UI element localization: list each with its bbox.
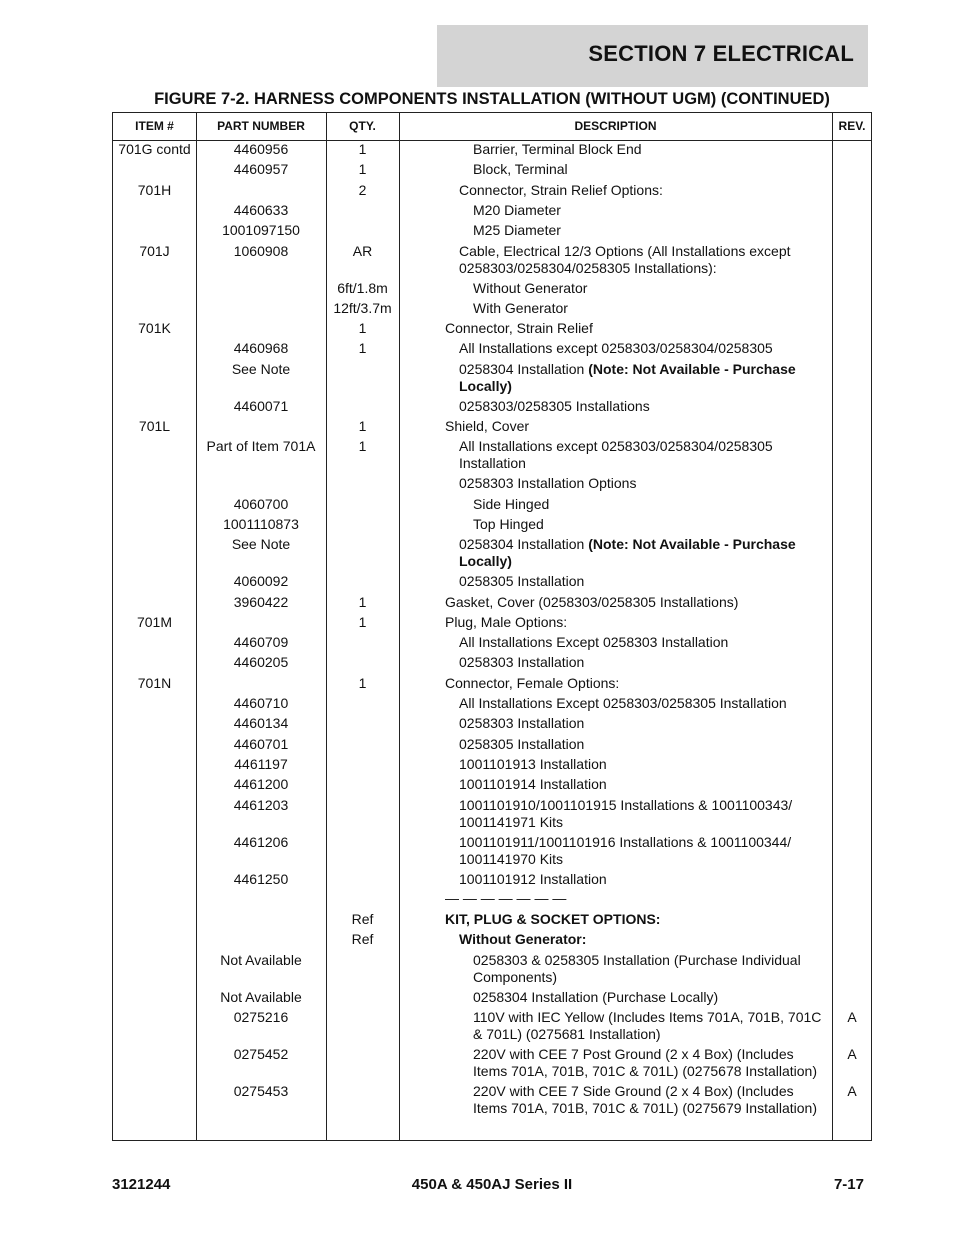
- table-row: [113, 222, 871, 242]
- description-text: Cable, Electrical 12/3 Options (All Installations except 0258303/0258304/0258305 Installations):: [459, 242, 791, 276]
- table-row: [113, 141, 871, 161]
- table-row: [113, 182, 871, 202]
- description-text: Top Hinged: [473, 515, 544, 532]
- quantity: 6ft/1.8m: [337, 279, 388, 296]
- table-row: [113, 797, 871, 834]
- description: [473, 989, 825, 1006]
- part-number: 4461197: [234, 755, 288, 772]
- table-row: [113, 300, 871, 320]
- table-row: [113, 418, 871, 438]
- description: [473, 516, 825, 533]
- description-text: 0258305 Installation: [459, 735, 585, 752]
- part-number: 4461203: [233, 796, 289, 813]
- description-text: 0258304 Installation: [459, 360, 589, 377]
- description: [459, 634, 825, 651]
- quantity: 1: [358, 613, 367, 630]
- description-text: All Installations Except 0258303 Installation: [459, 634, 729, 651]
- description-text: Connector, Female Options:: [445, 674, 620, 691]
- part-number: 4460957: [233, 161, 289, 178]
- quantity: AR: [352, 242, 373, 259]
- table-row: [113, 1009, 871, 1046]
- item-number: 701H: [137, 181, 172, 198]
- description: [473, 202, 825, 219]
- description: [459, 931, 825, 948]
- table-row: [113, 776, 871, 796]
- description: [473, 1009, 825, 1043]
- table-row: [113, 989, 871, 1009]
- description-emphasis: (Note: Not Available - Purchase Locally): [459, 536, 796, 570]
- description: [445, 614, 825, 631]
- item-number: 701K: [138, 320, 171, 337]
- description-text: M20 Diameter: [473, 201, 561, 218]
- description: [459, 871, 825, 888]
- description: [459, 756, 825, 773]
- part-number: 4460205: [233, 654, 289, 671]
- description: [473, 1083, 825, 1117]
- quantity: 1: [358, 438, 367, 455]
- description-text: All Installations except 0258303/0258304/0258305: [459, 340, 773, 357]
- table-row: [113, 161, 871, 181]
- description-emphasis: KIT, PLUG & SOCKET OPTIONS:: [445, 911, 661, 928]
- part-number: See Note: [231, 536, 291, 553]
- description-text: With Generator: [473, 299, 568, 316]
- parts-table: [112, 112, 872, 1141]
- description-text: 0258303/0258305 Installations: [459, 397, 650, 414]
- description: [459, 438, 825, 472]
- part-number: 4460709: [233, 634, 289, 651]
- part-number: 4460701: [233, 735, 289, 752]
- part-number: 4060092: [233, 573, 289, 590]
- description-text: 0258305 Installation: [459, 573, 585, 590]
- description-text: Without Generator: [473, 279, 588, 296]
- description-text: 1001101913 Installation: [459, 755, 607, 772]
- description-text: 0258303 Installation Options: [459, 475, 637, 492]
- description: [459, 340, 825, 357]
- part-number: See Note: [231, 360, 291, 377]
- quantity: 1: [358, 161, 367, 178]
- part-number: 4460134: [233, 715, 289, 732]
- part-number: 0275452: [233, 1046, 289, 1062]
- quantity: 1: [358, 418, 367, 434]
- table-row: [113, 756, 871, 776]
- table-row: [113, 573, 871, 593]
- table-row: [113, 1083, 871, 1120]
- table-row: [113, 475, 871, 495]
- table-row: [113, 614, 871, 634]
- table-row: [113, 496, 871, 516]
- part-number: 1001097150: [222, 222, 300, 239]
- table-row: [113, 280, 871, 300]
- quantity: Ref: [351, 931, 374, 948]
- quantity: 12ft/3.7m: [333, 299, 392, 316]
- table-row: [113, 202, 871, 222]
- description-text: 110V with IEC Yellow (Includes Items 701A, 701B, 701C & 701L) (0275681 Installation): [473, 1009, 822, 1042]
- part-number: 4461250: [233, 870, 289, 887]
- description-text: M25 Diameter: [473, 222, 561, 239]
- description-text: Plug, Male Options:: [445, 613, 568, 630]
- description-emphasis: Without Generator:: [459, 931, 587, 948]
- footer-page-number: 7-17: [833, 1176, 864, 1193]
- part-number: 4461200: [233, 776, 289, 793]
- description-emphasis: (Note: Not Available - Purchase Locally): [459, 360, 796, 394]
- description: [473, 300, 825, 317]
- revision: A: [847, 1046, 857, 1062]
- item-number: 701M: [136, 613, 173, 630]
- part-number: Part of Item 701A: [206, 438, 316, 455]
- description-text: 0258304 Installation: [459, 536, 589, 553]
- description-text: Shield, Cover: [445, 418, 530, 434]
- description: [459, 654, 825, 671]
- part-number: 4460968: [233, 340, 289, 357]
- item-number: 701J: [139, 242, 170, 259]
- description-text: All Installations Except 0258303/0258305 Installation: [459, 695, 787, 711]
- part-number: 3960422: [233, 593, 289, 610]
- part-number: 4461206: [233, 833, 289, 850]
- description: [459, 573, 825, 590]
- footer-doc-number: 3121244: [112, 1176, 171, 1193]
- description: [473, 1046, 825, 1080]
- header-item: ITEM #: [135, 119, 174, 133]
- table-row: [113, 438, 871, 475]
- description: [459, 834, 825, 868]
- description: [445, 320, 825, 337]
- part-number: 4460710: [233, 695, 289, 711]
- header-rev: REV.: [838, 119, 866, 133]
- part-number: 4460633: [233, 201, 289, 218]
- description: [445, 594, 825, 611]
- description: [473, 952, 825, 986]
- table-row: [113, 361, 871, 398]
- description: [459, 536, 825, 570]
- description-text: 220V with CEE 7 Post Ground (2 x 4 Box) (Includes Items 701A, 701B, 701C & 701L) (0275678 Installation): [473, 1046, 817, 1079]
- item-number: 701G contd: [118, 141, 191, 157]
- table-row: [113, 1046, 871, 1083]
- table-row: [113, 536, 871, 573]
- quantity: 1: [358, 674, 367, 691]
- description: [445, 418, 825, 435]
- description: [459, 695, 825, 712]
- table-row: [113, 911, 871, 931]
- description: [445, 675, 825, 692]
- part-number: 4460071: [233, 397, 289, 414]
- table-row: [113, 340, 871, 360]
- section-title: SECTION 7 ELECTRICAL: [588, 41, 854, 66]
- revision: A: [847, 1083, 857, 1099]
- quantity: 2: [358, 181, 367, 198]
- table-row: [113, 654, 871, 674]
- description-text: Barrier, Terminal Block End: [473, 141, 642, 157]
- header-part-number: PART NUMBER: [217, 119, 305, 133]
- description: [459, 475, 825, 492]
- table-row: [113, 516, 871, 536]
- table-row: [113, 891, 871, 911]
- description-text: Connector, Strain Relief: [445, 320, 593, 337]
- quantity: Ref: [351, 911, 374, 928]
- table-row: [113, 675, 871, 695]
- description-text: All Installations except 0258303/0258304/0258305 Installation: [459, 438, 773, 472]
- quantity: 1: [358, 340, 367, 357]
- description: [473, 141, 825, 158]
- table-row: [113, 695, 871, 715]
- description-text: 1001101914 Installation: [459, 776, 607, 793]
- description: [459, 361, 825, 395]
- quantity: 1: [358, 593, 367, 610]
- description-text: 1001101910/1001101915 Installations & 1001100343/ 1001141971 Kits: [459, 796, 793, 830]
- description-text: — — — — — — —: [445, 889, 567, 906]
- table-row: [113, 871, 871, 891]
- quantity: 1: [358, 320, 367, 337]
- table-row: [113, 952, 871, 989]
- table-row: [113, 931, 871, 951]
- header-description: DESCRIPTION: [574, 119, 657, 133]
- description-text: Side Hinged: [473, 495, 550, 512]
- description: [473, 222, 825, 239]
- part-number: 1001110873: [223, 515, 299, 532]
- revision: A: [847, 1009, 857, 1025]
- table-row: [113, 834, 871, 871]
- description-text: Connector, Strain Relief Options:: [459, 181, 663, 198]
- description-text: 220V with CEE 7 Side Ground (2 x 4 Box) (Includes Items 701A, 701B, 701C & 701L) (0275679 Installation): [473, 1083, 817, 1116]
- description: [459, 715, 825, 732]
- table-row: [113, 320, 871, 340]
- part-number: 1060908: [233, 242, 289, 259]
- description: [459, 243, 825, 277]
- description-text: Block, Terminal: [473, 161, 568, 178]
- table-row: [113, 634, 871, 654]
- description-text: Gasket, Cover (0258303/0258305 Installations): [445, 593, 739, 610]
- table-row: [113, 736, 871, 756]
- section-header: [437, 25, 868, 87]
- quantity: 1: [358, 141, 367, 157]
- item-number: 701L: [138, 418, 171, 434]
- description: [459, 398, 825, 415]
- item-number: 701N: [137, 674, 172, 691]
- table-row: [113, 243, 871, 280]
- table-row: [113, 715, 871, 735]
- part-number: Not Available: [220, 988, 302, 1005]
- description-text: 0258303 Installation: [459, 715, 585, 732]
- description-text: 1001101911/1001101916 Installations & 1001100344/ 1001141970 Kits: [459, 833, 792, 867]
- description: [473, 280, 825, 297]
- part-number: 0275453: [233, 1083, 289, 1099]
- description: [445, 891, 825, 905]
- description: [445, 911, 825, 928]
- description: [459, 736, 825, 753]
- description-text: 0258304 Installation (Purchase Locally): [473, 988, 719, 1005]
- description: [473, 496, 825, 513]
- footer-model: 450A & 450AJ Series II: [411, 1176, 573, 1193]
- header-qty: QTY.: [349, 119, 376, 133]
- figure-title: FIGURE 7-2. HARNESS COMPONENTS INSTALLATION (WITHOUT UGM) (CONTINUED): [154, 90, 830, 108]
- table-row: [113, 398, 871, 418]
- part-number: 4060700: [233, 495, 289, 512]
- description-text: 0258303 & 0258305 Installation (Purchase Individual Components): [473, 951, 801, 985]
- table-row: [113, 594, 871, 614]
- description-text: 1001101912 Installation: [459, 870, 607, 887]
- description-text: 0258303 Installation: [459, 654, 585, 671]
- part-number: 0275216: [233, 1009, 289, 1025]
- description: [459, 182, 825, 199]
- description: [459, 797, 825, 831]
- part-number: 4460956: [233, 141, 289, 157]
- table-header: [113, 113, 871, 141]
- description: [473, 161, 825, 178]
- description: [459, 776, 825, 793]
- part-number: Not Available: [220, 951, 302, 968]
